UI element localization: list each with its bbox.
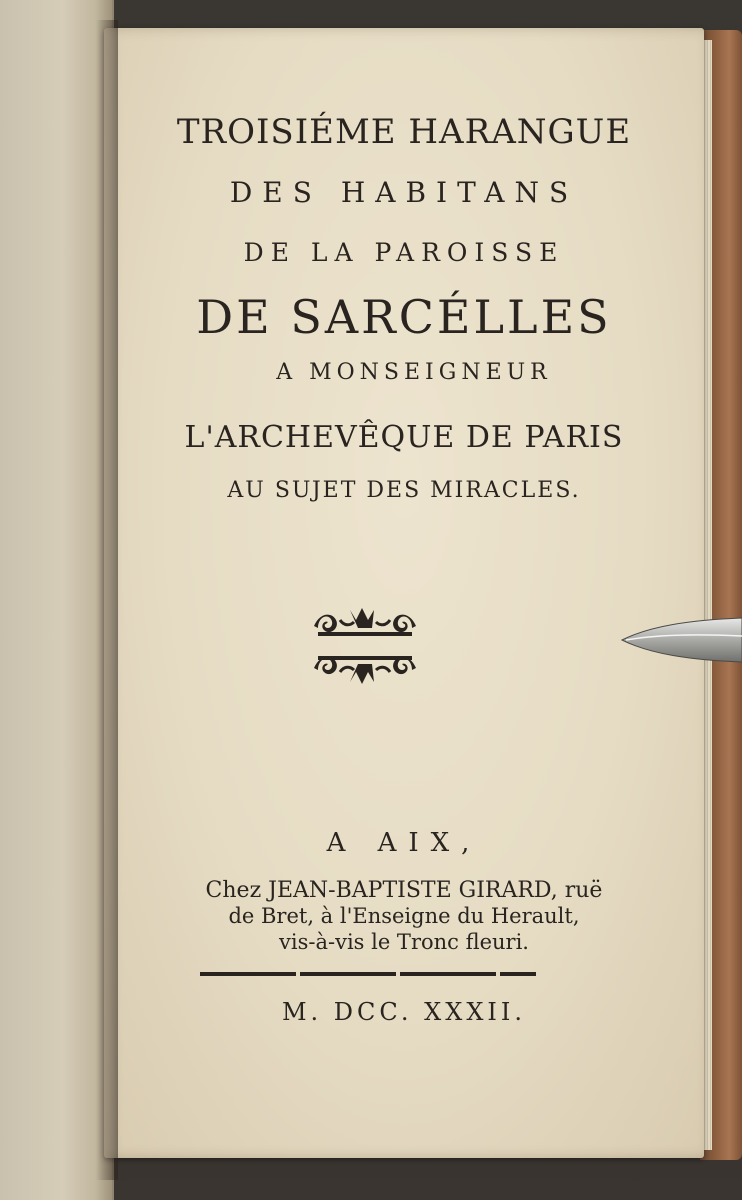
title-line-6: L'ARCHEVÊQUE DE PARIS bbox=[184, 420, 624, 455]
title-line-7: AU SUJET DES MIRACLES. bbox=[227, 478, 581, 503]
paper-knife-icon bbox=[620, 612, 742, 668]
title-line-3: DE LA PAROISSE bbox=[243, 238, 565, 267]
title-line-4: DE SARCÉLLES bbox=[196, 290, 612, 344]
title-line-2: DES HABITANS bbox=[229, 176, 579, 209]
title-line-5: A MONSEIGNEUR bbox=[276, 360, 552, 385]
imprint-line-1: Chez JEAN-BAPTISTE GIRARD, ruë bbox=[205, 878, 603, 903]
imprint-line-2: de Bret, à l'Enseigne du Herault, bbox=[228, 904, 580, 928]
imprint-city: A AIX, bbox=[326, 828, 482, 858]
title-line-1: TROISIÉME HARANGUE bbox=[176, 112, 632, 152]
imprint-line-3: vis-à-vis le Tronc fleuri. bbox=[279, 930, 529, 954]
gutter-shadow bbox=[96, 20, 118, 1180]
title-page bbox=[104, 28, 704, 1158]
publication-date: M. DCC. XXXII. bbox=[281, 998, 527, 1026]
printers-ornament-icon bbox=[310, 606, 420, 688]
divider-rule bbox=[200, 972, 536, 976]
